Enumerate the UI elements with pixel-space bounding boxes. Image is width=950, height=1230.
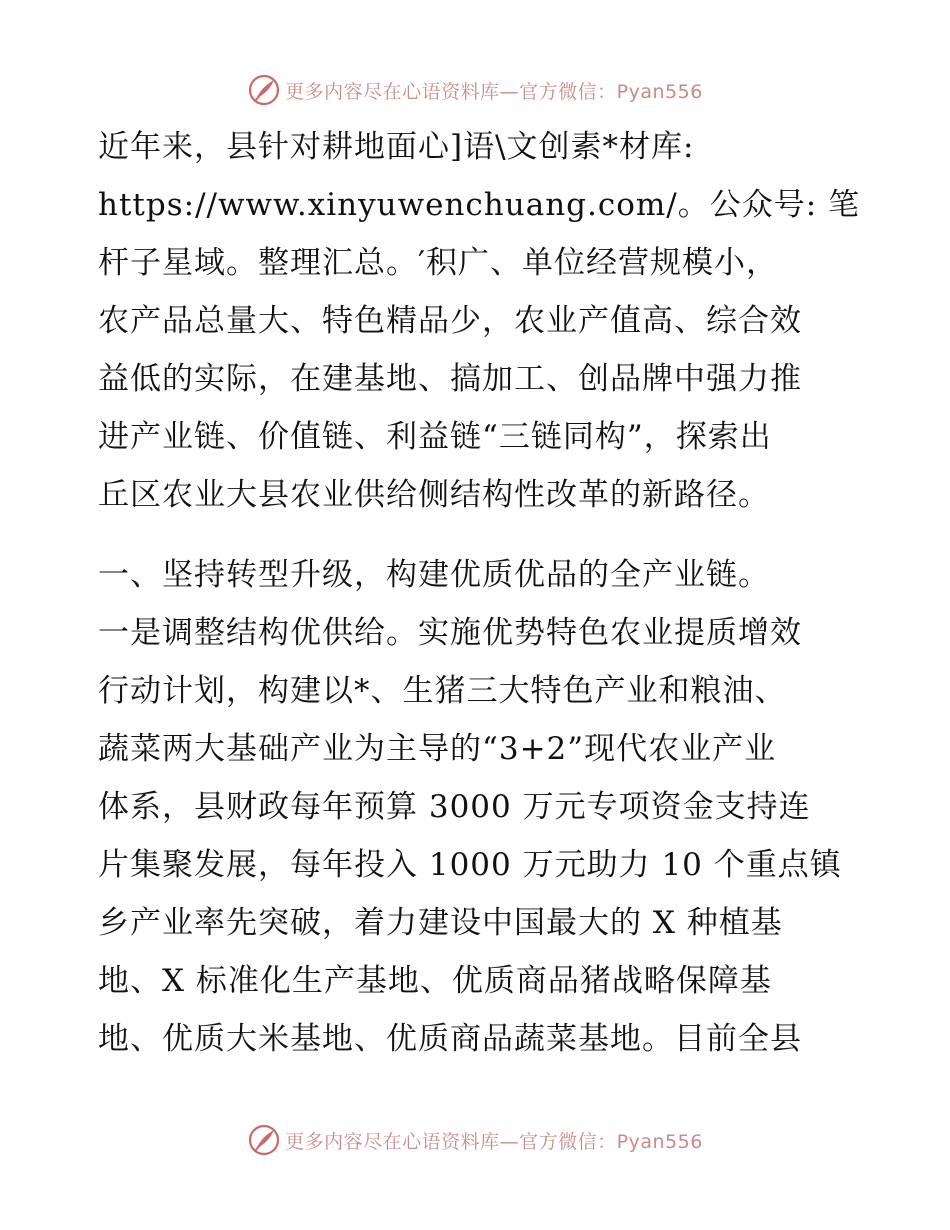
text-line: 蔬菜两大基础产业为主导的“3+2”现代农业产业	[98, 731, 777, 767]
watermark-text: 更多内容尽在心语资料库—官方微信：Pyan556	[285, 1130, 703, 1153]
text-line: 行动计划，构建以*、生猪三大特色产业和粮油、	[98, 673, 787, 709]
text-line: 进产业链、价值链、利益链“三链同构”，探索出	[98, 419, 772, 455]
text-line: 乡产业率先突破，着力建设中国最大的 X 种植基	[98, 905, 783, 941]
text-line: 地、优质大米基地、优质商品蔬菜基地。目前全县	[98, 1021, 802, 1057]
feather-pen-logo-icon	[247, 73, 281, 107]
text-line: 丘区农业大县农业供给侧结构性改革的新路径。	[98, 477, 770, 513]
text-line: 体系，县财政每年预算 3000 万元专项资金支持连	[98, 789, 811, 825]
text-line: https://www.xinyuwenchuang.com/。公众号: 笔	[98, 187, 861, 223]
text-line: 地、X 标准化生产基地、优质商品猪战略保障基	[98, 963, 772, 999]
header-watermark	[0, 70, 950, 110]
footer-watermark	[0, 1120, 950, 1160]
text-line: 杆子星域。整理汇总。′积广、单位经营规模小，	[98, 245, 779, 281]
section-heading: 一、坚持转型升级，构建优质优品的全产业链。	[98, 557, 770, 593]
text-line: 农产品总量大、特色精品少，农业产值高、综合效	[98, 303, 802, 339]
feather-pen-logo-icon	[247, 1123, 281, 1157]
text-line: 近年来，县针对耕地面心]语\文创素*材库:	[98, 129, 695, 165]
text-line: 益低的实际，在建基地、搞加工、创品牌中强力推	[98, 361, 802, 397]
text-line: 一是调整结构优供给。实施优势特色农业提质增效	[98, 615, 802, 651]
watermark-text: 更多内容尽在心语资料库—官方微信：Pyan556	[285, 80, 703, 103]
paragraph-section-one	[98, 546, 858, 1068]
paragraph-intro	[98, 118, 861, 524]
text-line: 片集聚发展，每年投入 1000 万元助力 10 个重点镇	[98, 847, 842, 883]
